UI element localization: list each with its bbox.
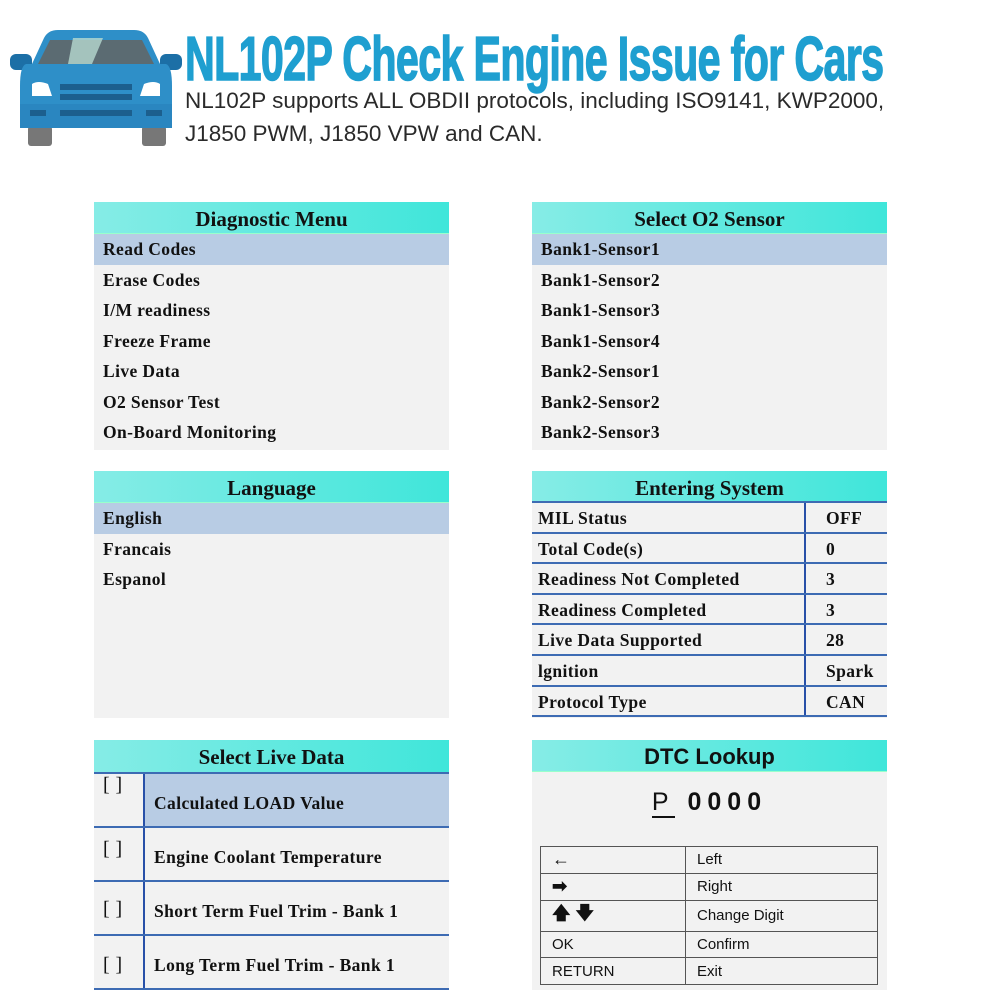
code-digits: 0000: [687, 788, 768, 816]
table-row: [532, 656, 887, 687]
sensor-item[interactable]: Bank1-Sensor4: [541, 330, 660, 351]
menu-item-o2-sensor-test[interactable]: O2 Sensor Test: [103, 391, 221, 412]
language-panel: [94, 471, 449, 718]
row-value: Spark: [826, 660, 874, 681]
table-row: [532, 534, 887, 565]
panel-title: Diagnostic Menu: [94, 202, 449, 234]
row-label: MIL Status: [532, 503, 806, 532]
subtitle-line-1: NL102P supports ALL OBDII protocols, including ISO9141, KWP2000,: [185, 88, 885, 113]
checkbox[interactable]: [ ]: [94, 882, 145, 934]
table-row: [532, 564, 887, 595]
sensor-item[interactable]: Bank2-Sensor3: [541, 422, 660, 442]
row-label: Readiness Not Completed: [532, 564, 806, 593]
table-row: [532, 625, 887, 656]
dtc-code-input[interactable]: [532, 788, 887, 817]
sensor-item[interactable]: Bank1-Sensor3: [541, 300, 660, 320]
menu-item-im-readiness[interactable]: I/M readiness: [103, 300, 211, 320]
up-down-arrow-icon: 🡅 🡇: [541, 900, 686, 931]
live-data-item[interactable]: [94, 828, 449, 882]
key-label: RETURN: [541, 958, 686, 985]
row-label: Live Data Supported: [532, 625, 806, 654]
action-label: Right: [686, 873, 878, 900]
menu-item-on-board-monitoring[interactable]: On-Board Monitoring: [103, 422, 277, 442]
o2-sensor-panel: [532, 202, 887, 450]
panel-title: Select O2 Sensor: [532, 202, 887, 234]
item-label: Engine Coolant Temperature: [154, 847, 382, 867]
row-value: 3: [826, 569, 836, 590]
table-row: [541, 931, 878, 958]
table-row: [541, 847, 878, 874]
table-row: [541, 958, 878, 985]
menu-item-live-data[interactable]: Live Data: [103, 361, 180, 381]
key-legend-table: [540, 846, 878, 985]
subtitle-line-2: J1850 PWM, J1850 VPW and CAN.: [185, 121, 543, 146]
action-label: Exit: [686, 958, 878, 985]
row-value: 0: [826, 538, 836, 559]
sensor-item[interactable]: Bank2-Sensor1: [541, 361, 660, 381]
sensor-item[interactable]: Bank1-Sensor1: [532, 234, 887, 265]
table-row: [532, 503, 887, 534]
menu-item-read-codes[interactable]: Read Codes: [94, 234, 449, 265]
sensor-item[interactable]: Bank2-Sensor2: [541, 391, 660, 412]
item-label: Long Term Fuel Trim - Bank 1: [154, 955, 395, 975]
panel-title: DTC Lookup: [532, 740, 887, 772]
row-label: Protocol Type: [532, 687, 806, 716]
page-title: NL102P Check Engine Issue for Cars: [185, 25, 884, 94]
action-label: Confirm: [686, 931, 878, 958]
action-label: Left: [686, 847, 878, 874]
panel-title: Select Live Data: [94, 740, 449, 774]
row-label: Total Code(s): [532, 534, 806, 563]
panel-title: Language: [94, 471, 449, 503]
row-label: lgnition: [532, 656, 806, 685]
language-item-francais[interactable]: Francais: [103, 538, 172, 559]
live-data-panel: [94, 740, 449, 990]
row-value: 28: [826, 630, 845, 651]
table-row: [541, 873, 878, 900]
checkbox[interactable]: [ ]: [94, 828, 145, 880]
live-data-item[interactable]: [94, 774, 449, 828]
sensor-item[interactable]: Bank1-Sensor2: [541, 269, 660, 290]
car-icon: [8, 26, 184, 146]
row-label: Readiness Completed: [532, 595, 806, 624]
language-item-english[interactable]: English: [94, 503, 449, 534]
action-label: Change Digit: [686, 900, 878, 931]
entering-system-panel: [532, 471, 887, 718]
code-prefix: P: [651, 788, 675, 816]
left-arrow-icon: ←: [541, 847, 686, 874]
checkbox[interactable]: [ ]: [94, 774, 145, 826]
diagnostic-menu-panel: [94, 202, 449, 450]
item-label: Short Term Fuel Trim - Bank 1: [154, 901, 399, 921]
key-label: OK: [541, 931, 686, 958]
live-data-item[interactable]: [94, 936, 449, 990]
live-data-item[interactable]: [94, 882, 449, 936]
table-row: [532, 595, 887, 626]
row-value: OFF: [826, 508, 863, 528]
right-arrow-icon: ➡: [541, 873, 686, 900]
panel-title: Entering System: [532, 471, 887, 503]
table-row: [541, 900, 878, 931]
item-label: Calculated LOAD Value: [145, 774, 449, 826]
language-item-espanol[interactable]: Espanol: [103, 569, 167, 589]
checkbox[interactable]: [ ]: [94, 936, 145, 988]
menu-item-erase-codes[interactable]: Erase Codes: [103, 269, 201, 290]
row-value: 3: [826, 599, 836, 620]
table-row: [532, 687, 887, 718]
menu-item-freeze-frame[interactable]: Freeze Frame: [103, 330, 211, 351]
row-value: CAN: [826, 691, 866, 712]
dtc-lookup-panel: [532, 740, 887, 990]
